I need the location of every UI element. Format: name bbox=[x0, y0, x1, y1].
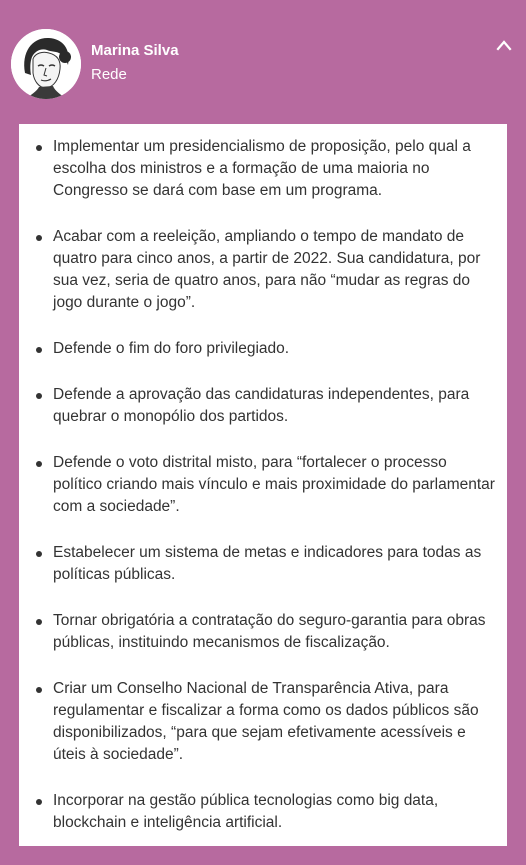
proposal-item bbox=[19, 384, 507, 428]
proposal-text: Incorporar na gestão pública tecnologias como big data, blockchain e inteligência artificial. bbox=[53, 792, 439, 831]
candidate-party: Rede bbox=[91, 66, 127, 83]
candidate-avatar bbox=[11, 29, 81, 99]
bullet-icon bbox=[36, 619, 42, 625]
bullet-icon bbox=[36, 347, 42, 353]
bullet-icon bbox=[36, 461, 42, 467]
proposal-item bbox=[19, 136, 507, 202]
proposal-text: Criar um Conselho Nacional de Transparência Ativa, para regulamentar e fiscalizar a forma como os dados públicos são disponibilizados, “para que sejam efetivamente acessíveis e úteis à sociedade”. bbox=[53, 680, 479, 763]
collapse-button[interactable] bbox=[493, 36, 515, 56]
proposal-item bbox=[19, 790, 507, 834]
chevron-up-icon bbox=[493, 36, 515, 56]
proposals-card bbox=[19, 124, 507, 846]
proposal-item bbox=[19, 452, 507, 518]
bullet-icon bbox=[36, 393, 42, 399]
proposal-text: Defende o voto distrital misto, para “fortalecer o processo político criando mais vínculo e mais proximidade do parlamentar com a sociedade”. bbox=[53, 454, 495, 515]
proposal-item bbox=[19, 226, 507, 314]
candidate-name: Marina Silva bbox=[91, 42, 179, 59]
bullet-icon bbox=[36, 687, 42, 693]
proposals-list bbox=[19, 136, 507, 858]
proposal-text: Tornar obrigatória a contratação do seguro-garantia para obras públicas, instituindo mecanismos de fiscalização. bbox=[53, 612, 486, 651]
proposal-item bbox=[19, 542, 507, 586]
bullet-icon bbox=[36, 551, 42, 557]
candidate-header[interactable] bbox=[0, 0, 526, 124]
proposal-text: Implementar um presidencialismo de proposição, pelo qual a escolha dos ministros e a formação de uma maioria no Congresso se dará com base em um programa. bbox=[53, 138, 471, 199]
bullet-icon bbox=[36, 799, 42, 805]
proposal-item bbox=[19, 610, 507, 654]
proposal-text: Defende a aprovação das candidaturas independentes, para quebrar o monopólio dos partidos. bbox=[53, 386, 470, 425]
proposal-text: Defende o fim do foro privilegiado. bbox=[53, 340, 290, 357]
caricature-portrait-icon bbox=[11, 29, 81, 99]
proposal-item bbox=[19, 678, 507, 766]
bullet-icon bbox=[36, 235, 42, 241]
proposal-text: Acabar com a reeleição, ampliando o tempo de mandato de quatro para cinco anos, a partir de 2022. Sua candidatura, por sua vez, seria de quatro anos, para não “mudar as regras do jogo durante o jogo”. bbox=[53, 228, 481, 311]
bullet-icon bbox=[36, 145, 42, 151]
proposal-text: Estabelecer um sistema de metas e indicadores para todas as políticas públicas. bbox=[53, 544, 482, 583]
proposal-item bbox=[19, 338, 507, 360]
